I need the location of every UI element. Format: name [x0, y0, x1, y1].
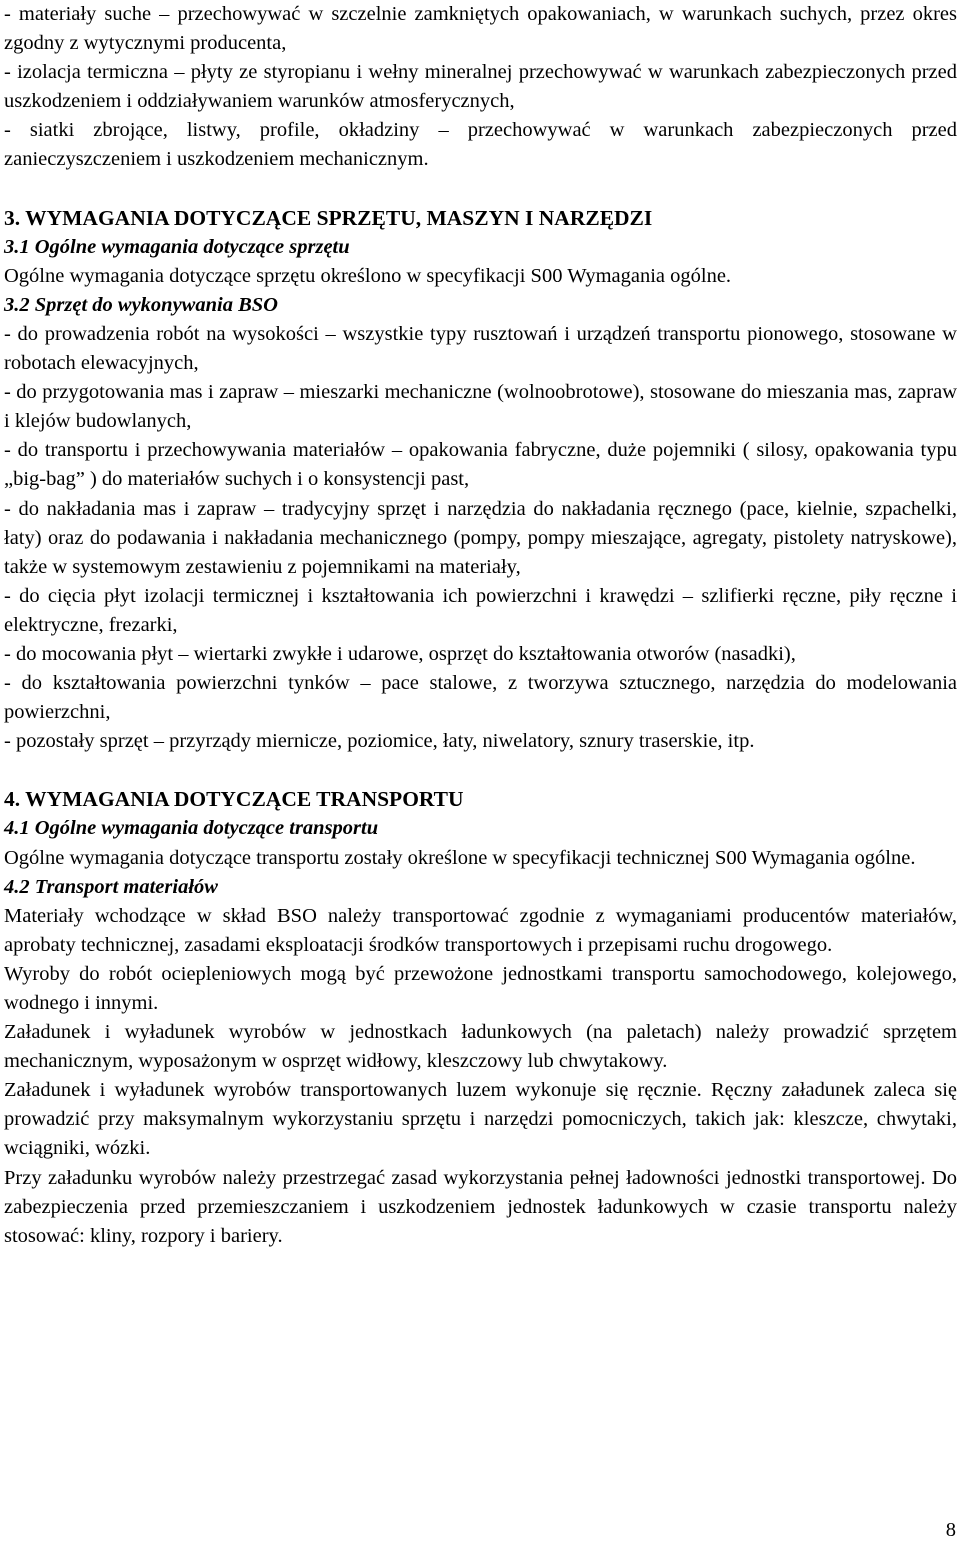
equipment-item: - do prowadzenia robót na wysokości – wszystkie typy rusztowań i urządzeń transportu pionowego, stosowane w robotach elewacyjnych, [4, 322, 957, 375]
equipment-item: - pozostały sprzęt – przyrządy miernicze, poziomice, łaty, niwelatory, sznury traserskie, itp. [4, 730, 755, 753]
section-3-1-text: Ogólne wymagania dotyczące sprzętu określono w specyfikacji S00 Wymagania ogólne. [4, 264, 732, 287]
section-4-heading: 4. WYMAGANIA DOTYCZĄCE TRANSPORTU [4, 787, 464, 812]
section-4-2-heading: 4.2 Transport materiałów [4, 875, 218, 898]
equipment-item: - do kształtowania powierzchni tynków – pace stalowe, z tworzywa sztucznego, narzędzia do modelowania powierzchni, [4, 672, 957, 724]
equipment-item: - do transportu i przechowywania materiałów – opakowania fabryczne, duże pojemniki ( silosy, opakowania typu „big-bag” ) do materiałów suchych i o konsystencji past, [4, 439, 957, 491]
section-4 [4, 785, 957, 1251]
storage-item: - materiały suche – przechowywać w szczelnie zamkniętych opakowaniach, w warunkach suchych, przez okres zgodny z wytycznymi producenta, [4, 3, 957, 55]
transport-paragraph: Załadunek i wyładunek wyrobów transportowanych luzem wykonuje się ręcznie. Ręczny załadunek zaleca się prowadzić przy maksymalnym wykorzystaniu sprzętu i narzędzi pomocniczych, takich jak: kleszcze, chwytaki, wciągniki, wózki. [4, 1079, 957, 1160]
equipment-item: - do nakładania mas i zapraw – tradycyjny sprzęt i narzędzia do nakładania ręcznego (pace, kielnie, szpachelki, łaty) oraz do podawania i nakładania mechanicznego (pompy, pompy mieszające, agregaty, pistolety natryskowe), także w systemowym zestawieniu z pojemnikami na materiały, [4, 497, 957, 578]
section-3-heading: 3. WYMAGANIA DOTYCZĄCE SPRZĘTU, MASZYN I NARZĘDZI [4, 205, 653, 230]
equipment-item: - do mocowania płyt – wiertarki zwykłe i udarowe, osprzęt do kształtowania otworów (nasadki), [4, 642, 796, 665]
equipment-item: - do cięcia płyt izolacji termicznej i kształtowania ich powierzchni i krawędzi – szlifierki ręczne, piły ręczne i elektryczne, frezarki, [4, 584, 957, 636]
equipment-item: - do przygotowania mas i zapraw – mieszarki mechaniczne (wolnoobrotowe), stosowane do mieszania mas, zapraw i klejów budowlanych, [4, 381, 957, 433]
storage-list [4, 0, 957, 175]
section-3-1-heading: 3.1 Ogólne wymagania dotyczące sprzętu [4, 235, 350, 258]
transport-paragraph: Załadunek i wyładunek wyrobów w jednostkach ładunkowych (na paletach) należy prowadzić sprzętem mechanicznym, wyposażonym w osprzęt widłowy, kleszczowy lub chwytakowy. [4, 1021, 957, 1073]
section-4-1-text: Ogólne wymagania dotyczące transportu zostały określone w specyfikacji technicznej S00 Wymagania ogólne. [4, 846, 916, 869]
section-4-1-heading: 4.1 Ogólne wymagania dotyczące transportu [4, 817, 379, 840]
transport-paragraph: Wyroby do robót ociepleniowych mogą być przewożone jednostkami transportu samochodowego, kolejowego, wodnego i innymi. [4, 962, 957, 1014]
section-3 [4, 204, 957, 757]
storage-item: - izolacja termiczna – płyty ze styropianu i wełny mineralnej przechowywać w warunkach zabezpieczonych przed uszkodzeniem i oddziaływaniem warunków atmosferycznych, [4, 61, 957, 113]
section-3-2-heading: 3.2 Sprzęt do wykonywania BSO [4, 293, 278, 316]
transport-paragraph: Materiały wchodzące w skład BSO należy transportować zgodnie z wymaganiami producentów materiałów, aprobaty technicznej, zasadami eksploatacji środków transportowych i przepisami ruchu drogowego. [4, 904, 957, 956]
storage-item: - siatki zbrojące, listwy, profile, okładziny – przechowywać w warunkach zabezpieczonych przed zanieczyszczeniem i uszkodzeniem mechanicznym. [4, 119, 957, 171]
transport-paragraph: Przy załadunku wyrobów należy przestrzegać zasad wykorzystania pełnej ładowności jednostki transportowej. Do zabezpieczenia przed przemieszczaniem i uszkodzeniem jednostek ładunkowych w czasie transportu należy stosować: kliny, rozpory i bariery. [4, 1166, 957, 1247]
page-number: 8 [945, 1519, 956, 1541]
document-page [4, 0, 957, 1251]
